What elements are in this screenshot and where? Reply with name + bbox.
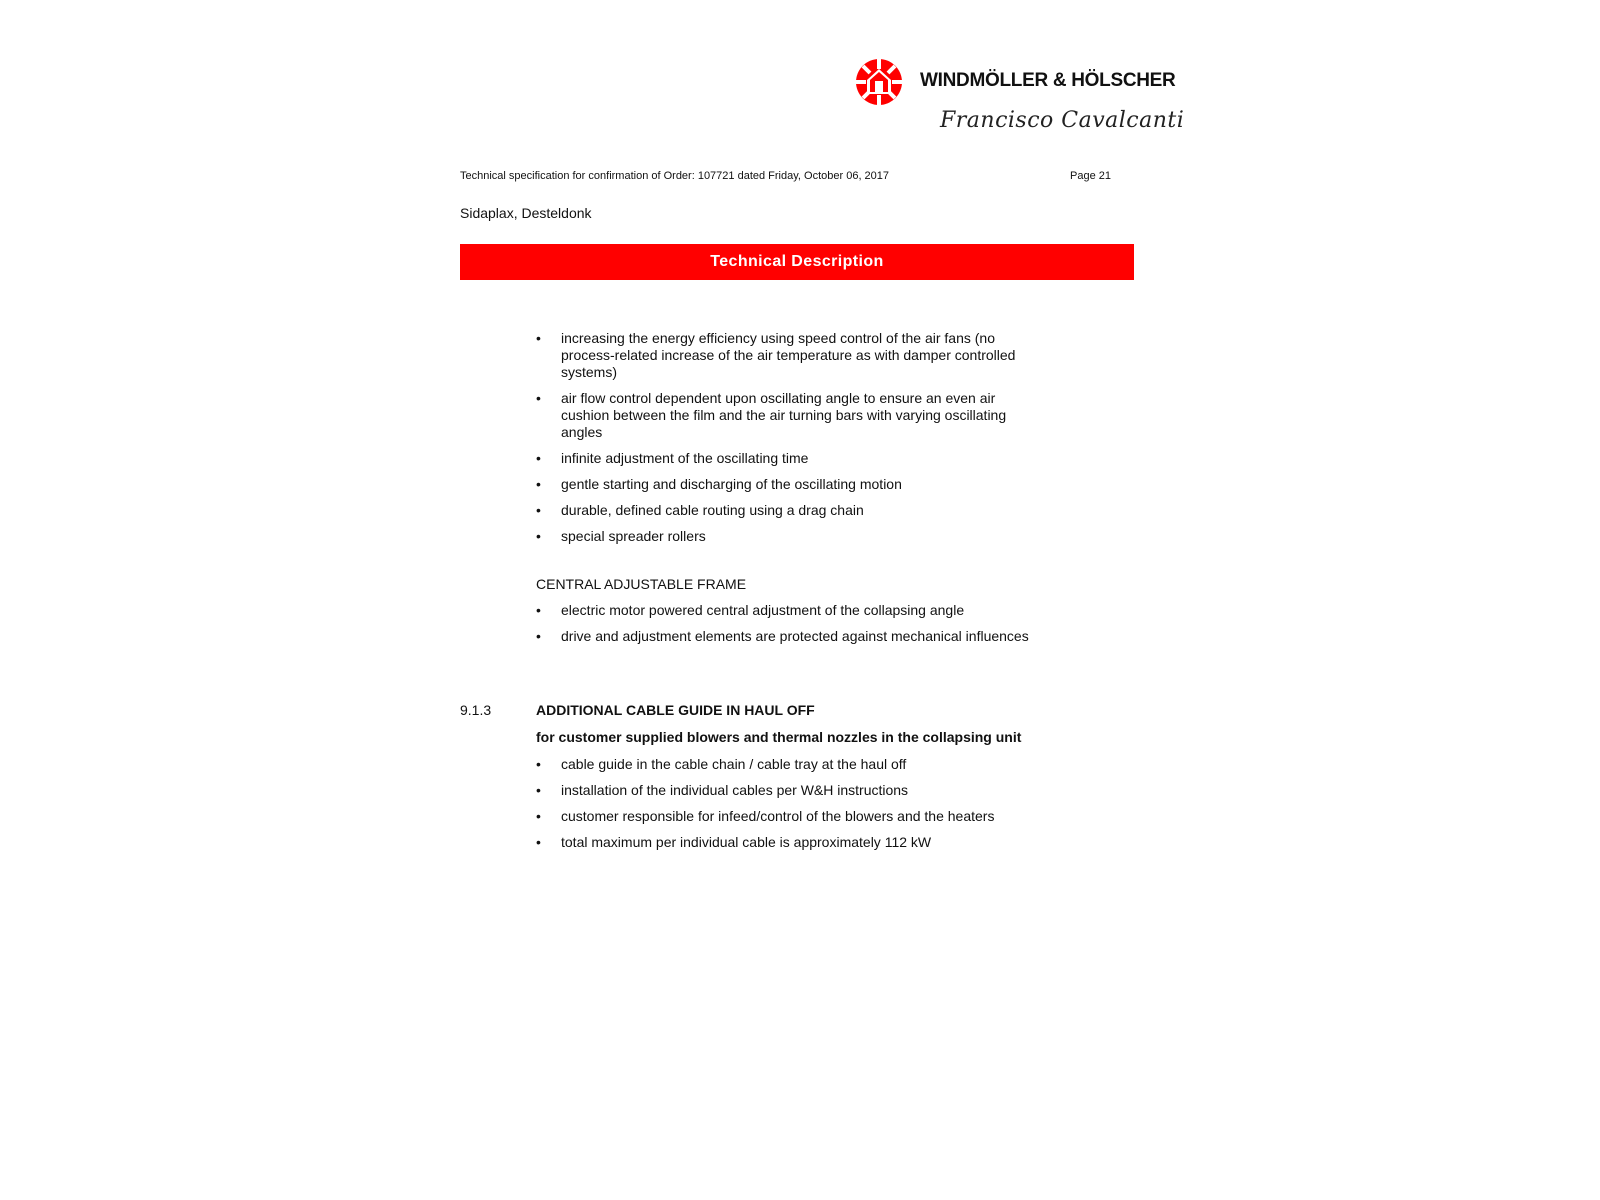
- section-bullet-list: [536, 756, 1036, 851]
- content-body: [536, 330, 1036, 654]
- frame-bullet-list: [536, 602, 1036, 645]
- section-number: 9.1.3: [460, 702, 492, 718]
- intro-bullet-list: [536, 330, 1036, 545]
- customer-name: Sidaplax, Desteldonk: [460, 205, 592, 221]
- section-body: [536, 729, 1036, 860]
- list-item: • installation of the individual cables per W&H instructions: [536, 782, 909, 798]
- spec-line: Technical specification for confirmation of Order: 107721 dated Friday, October 06, 2017: [460, 170, 890, 182]
- list-item: • durable, defined cable routing using a drag chain: [536, 502, 864, 518]
- section-title: ADDITIONAL CABLE GUIDE IN HAUL OFF: [536, 702, 815, 718]
- list-item: • drive and adjustment elements are protected against mechanical influences: [536, 628, 1029, 644]
- section-subtitle: for customer supplied blowers and thermal nozzles in the collapsing unit: [536, 729, 1022, 745]
- signature: Francisco Cavalcanti: [940, 108, 1185, 133]
- list-item: • total maximum per individual cable is approximately 112 kW: [536, 834, 932, 850]
- list-item: • cable guide in the cable chain / cable tray at the haul off: [536, 756, 907, 772]
- list-item: • special spreader rollers: [536, 528, 706, 544]
- brand-name: WINDMÖLLER & HÖLSCHER: [920, 70, 1176, 91]
- section-banner: [460, 244, 1134, 280]
- list-item: • electric motor powered central adjustment of the collapsing angle: [536, 602, 965, 618]
- frame-heading: CENTRAL ADJUSTABLE FRAME: [536, 576, 747, 592]
- list-item: • increasing the energy efficiency using speed control of the air fans (no process-related increase of the air temperature as with damper controlled systems): [536, 330, 1016, 380]
- windmoller-house-logo-icon: [854, 57, 904, 107]
- list-item: • infinite adjustment of the oscillating time: [536, 450, 809, 466]
- list-item: • air flow control dependent upon oscillating angle to ensure an even air cushion between the film and the air turning bars with varying oscillating angles: [536, 390, 1007, 440]
- banner-title: Technical Description: [710, 253, 884, 270]
- page-number: Page 21: [1070, 170, 1111, 182]
- list-item: • customer responsible for infeed/control of the blowers and the heaters: [536, 808, 995, 824]
- list-item: • gentle starting and discharging of the oscillating motion: [536, 476, 902, 492]
